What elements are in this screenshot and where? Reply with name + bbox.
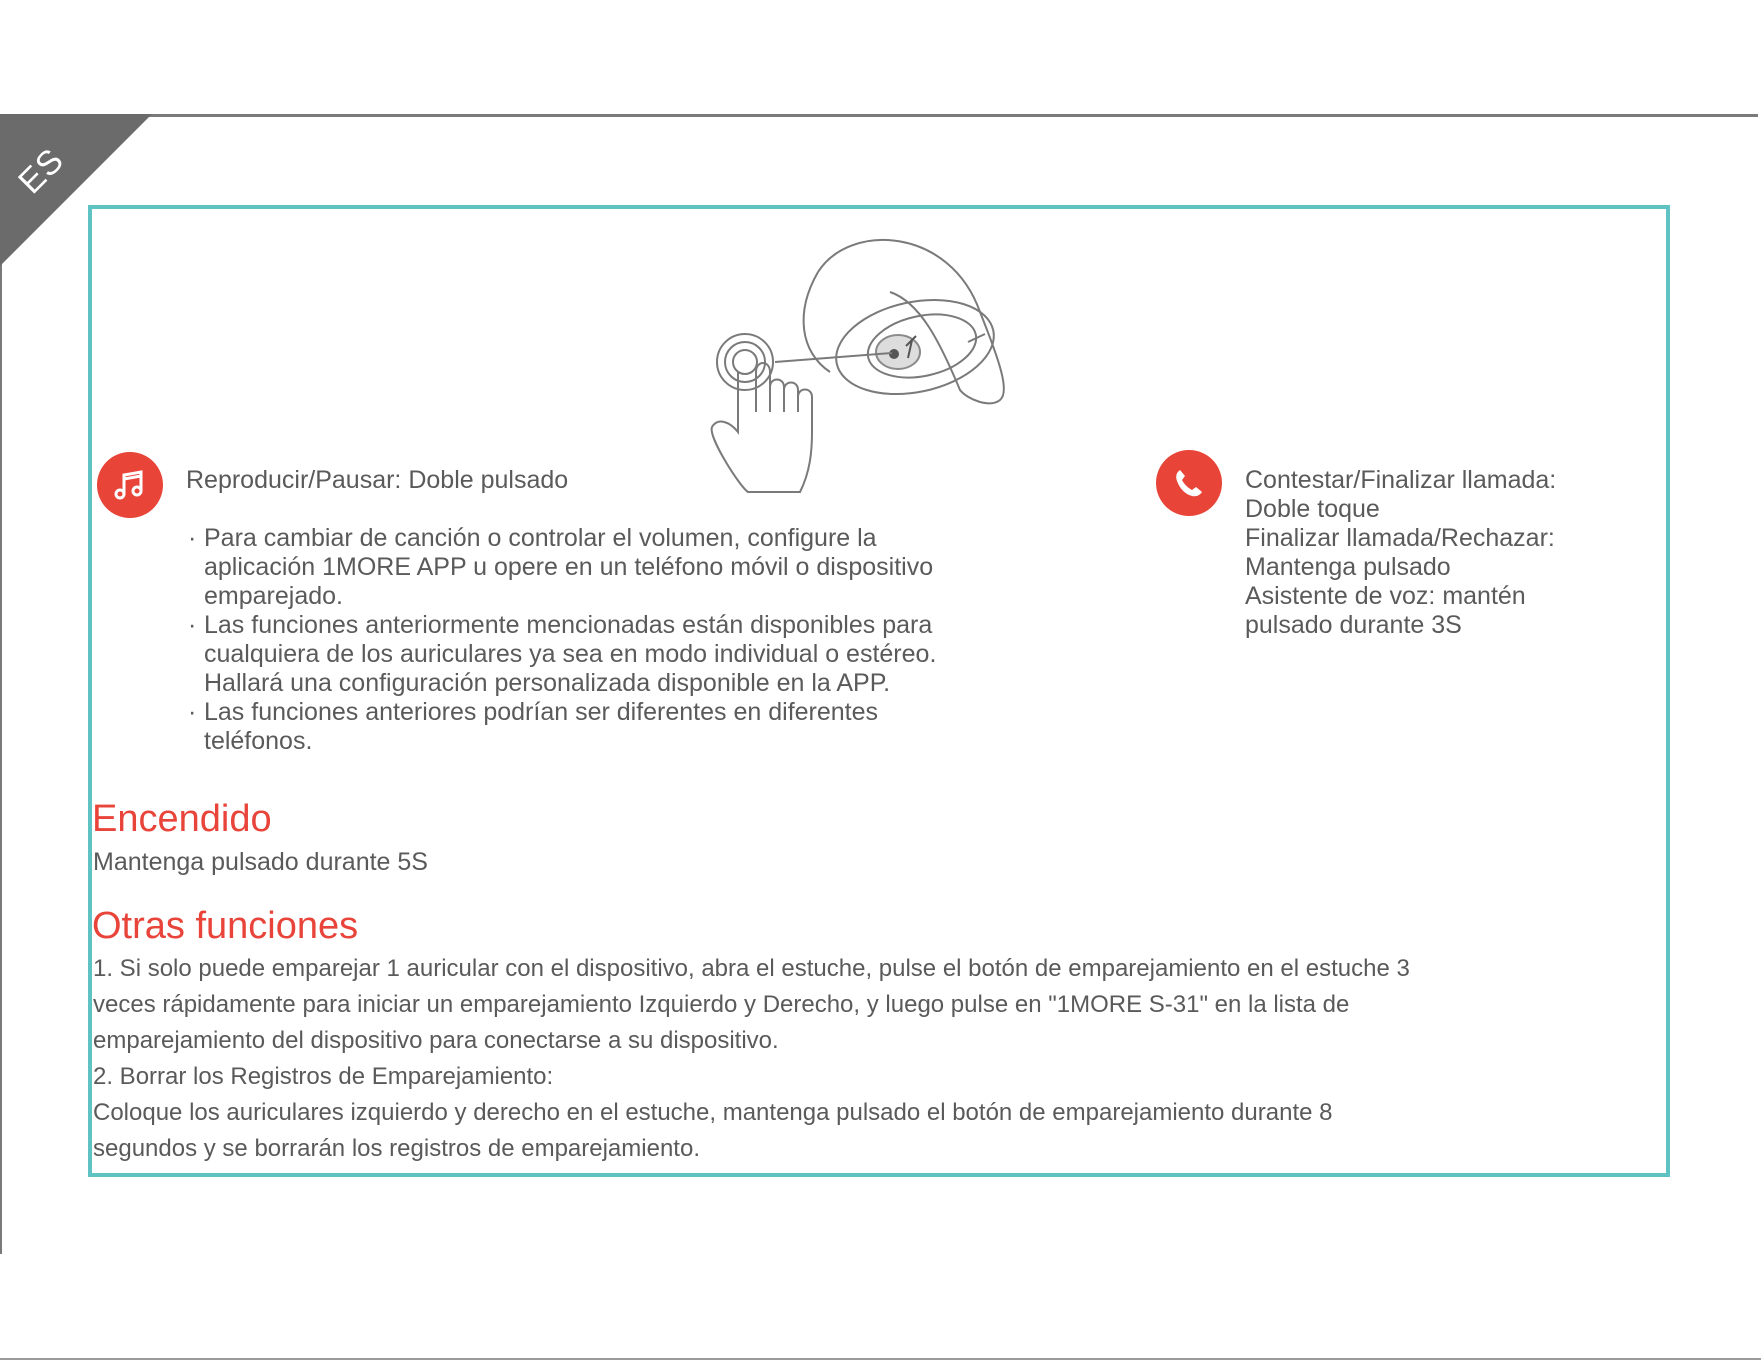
- bullet-2-line-1: Las funciones anteriormente mencionadas están disponibles para: [204, 611, 933, 639]
- other-line-4: 2. Borrar los Registros de Emparejamiento:: [93, 1063, 554, 1090]
- bullet-1-line-2: aplicación 1MORE APP u opere en un teléfono móvil o dispositivo: [204, 553, 934, 581]
- other-line-5: Coloque los auriculares izquierdo y derecho en el estuche, mantenga pulsado el botón de emparejamiento durante 8: [93, 1099, 1333, 1126]
- bullet-marker: ·: [188, 698, 197, 726]
- power-on-heading: Encendido: [92, 798, 272, 840]
- music-note-icon: [97, 452, 163, 518]
- call-line-2: Doble toque: [1245, 495, 1380, 523]
- top-rule: [0, 114, 1758, 117]
- other-line-2: veces rápidamente para iniciar un emparejamiento Izquierdo y Derecho, y luego pulse en "1MORE S-31" en la lista de: [93, 991, 1350, 1018]
- bullet-1-line-1: Para cambiar de canción o controlar el volumen, configure la: [204, 524, 877, 552]
- bullet-3-line-1: Las funciones anteriores podrían ser diferentes en diferentes: [204, 698, 879, 726]
- other-line-3: emparejamiento del dispositivo para conectarse a su dispositivo.: [93, 1027, 779, 1054]
- other-line-6: segundos y se borrarán los registros de emparejamiento.: [93, 1135, 700, 1162]
- call-line-1: Contestar/Finalizar llamada:: [1245, 466, 1557, 494]
- other-functions-heading: Otras funciones: [92, 905, 359, 947]
- call-line-4: Mantenga pulsado: [1245, 553, 1451, 581]
- call-line-3: Finalizar llamada/Rechazar:: [1245, 524, 1555, 552]
- bullet-marker: ·: [188, 524, 197, 552]
- bottom-rule: [0, 1358, 1761, 1360]
- play-pause-label: Reproducir/Pausar: Doble pulsado: [186, 466, 569, 494]
- phone-icon: [1156, 450, 1222, 516]
- other-line-1: 1. Si solo puede emparejar 1 auricular con el dispositivo, abra el estuche, pulse el botón de emparejamiento en el estuche 3: [93, 955, 1410, 982]
- power-on-text: Mantenga pulsado durante 5S: [93, 848, 428, 876]
- call-line-5: Asistente de voz: mantén: [1245, 582, 1526, 610]
- bullet-3-line-2: teléfonos.: [204, 727, 313, 755]
- earbud-illustration: [700, 222, 1060, 502]
- bullet-2-line-2: cualquiera de los auriculares ya sea en modo individual o estéreo.: [204, 640, 937, 668]
- bullet-1-line-3: emparejado.: [204, 582, 343, 610]
- language-label: ES: [11, 140, 72, 202]
- left-rule: [0, 114, 2, 1254]
- call-line-6: pulsado durante 3S: [1245, 611, 1462, 639]
- bullet-marker: ·: [188, 611, 197, 639]
- bullet-2-line-3: Hallará una configuración personalizada disponible en la APP.: [204, 669, 891, 697]
